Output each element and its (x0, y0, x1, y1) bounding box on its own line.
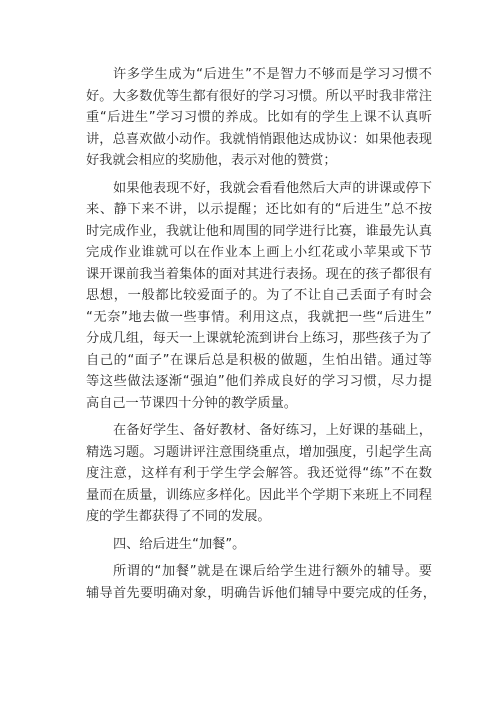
paragraph-1 (86, 64, 432, 172)
text-line: 在备好学生、备好教材、备好练习，上好课的基础上， (113, 423, 432, 438)
text-line: 分成几组，每天一上课就轮流到讲台上练习，那些孩子为了 (86, 331, 432, 346)
text-line: 量而在质量，训练应多样化。因此半个学期下来班上不同程 (86, 487, 432, 503)
text-line: 精选习题。习题讲评注意围绕重点，增加强度，引起学生高 (86, 444, 432, 460)
paragraph-2 (86, 178, 432, 415)
text-line: 辅导首先要明确对象，明确告诉他们辅导中要完成的任务， (86, 585, 436, 601)
text-line: 高自己一节课四十分钟的教学质量。 (86, 395, 297, 411)
text-line: 思想，一般都比较爱面子的。为了不让自己丢面子有时会 (86, 288, 432, 303)
text-line: “无奈”地去做一些事情。利用这点，我就把一些“后进生” (86, 309, 432, 325)
section-heading-text: 四、给后进生“加餐”。 (113, 536, 246, 552)
text-line: 完成作业谁就可以在作业本上画上小红花或小苹果或下节 (86, 245, 432, 260)
text-line: 度注意，这样有利于学生学会解答。我还觉得“练”不在数 (86, 466, 432, 481)
text-line: 课开课前我当着集体的面对其进行表扬。现在的孩子都很有 (86, 266, 432, 282)
text-line: 许多学生成为“后进生”不是智力不够而是学习习惯不 (113, 67, 432, 82)
document-body (86, 64, 436, 610)
text-line: 自己的“面子”在课后总是积极的做题，生怕出错。通过等 (86, 352, 432, 368)
text-line: 度的学生都获得了不同的发展。 (86, 509, 271, 524)
text-line: 时完成作业，我就让他和周围的同学进行比赛，谁最先认真 (86, 223, 432, 239)
text-line: 好。大多数优等生都有很好的学习习惯。所以平时我非常注 (86, 88, 432, 104)
text-line: 来、静下来不讲，以示提醒；还比如有的“后进生”总不按 (86, 202, 432, 217)
section-heading (86, 534, 432, 556)
text-line: 讲，总喜欢做小动作。我就悄悄跟他达成协议：如果他表现 (86, 131, 432, 147)
text-line: 重“后进生”学习习惯的养成。比如有的学生上课不认真听 (86, 110, 432, 125)
text-line: 所谓的“加餐”就是在课后给学生进行额外的辅导。要 (113, 564, 432, 579)
paragraph-3 (86, 420, 432, 528)
text-line: 如果他表现不好，我就会看看他然后大声的讲课或停下 (113, 180, 432, 196)
paragraph-5 (86, 561, 436, 604)
text-line: 好我就会相应的奖励他，表示对他的赞赏； (86, 153, 337, 168)
text-line: 等这些做法逐渐“强迫”他们养成良好的学习习惯，尽力提 (86, 374, 432, 389)
